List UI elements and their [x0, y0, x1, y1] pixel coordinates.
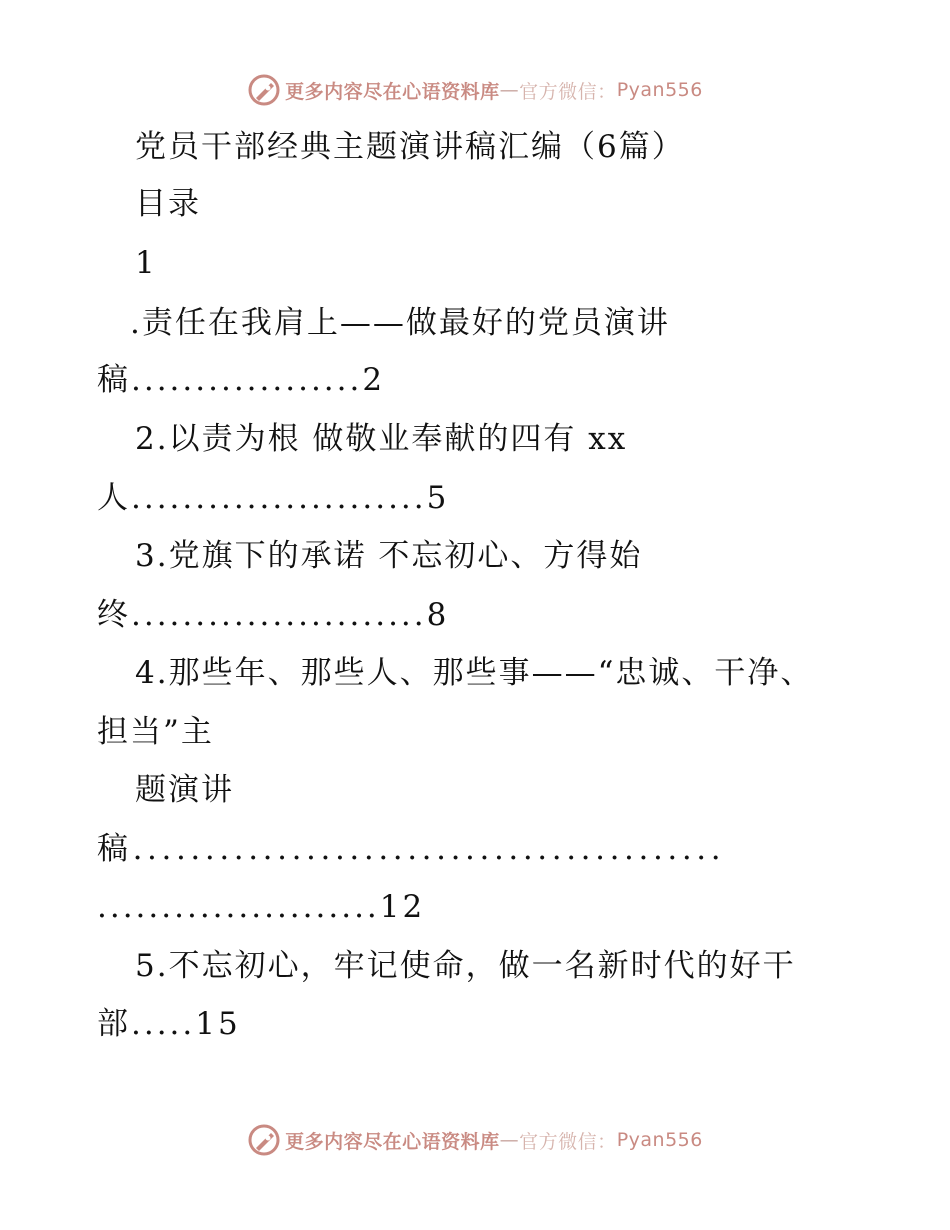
- toc-line: 题演讲: [135, 772, 234, 808]
- banner-main-text: 更多内容尽在心语资料库: [285, 1130, 500, 1153]
- footer-watermark-banner: [0, 1120, 950, 1160]
- pen-logo-icon: [247, 73, 281, 107]
- toc-line: 部.....15: [97, 1006, 241, 1042]
- toc-line: 人.......................5: [97, 480, 450, 516]
- toc-line: 2.以责为根 做敬业奉献的四有 xx: [135, 421, 628, 457]
- toc-line: 5.不忘初心，牢记使命，做一名新时代的好干: [135, 948, 796, 984]
- toc-heading: 目录: [135, 186, 201, 222]
- toc-line: 4.那些年、那些人、那些事——“忠诚、干净、: [135, 655, 814, 691]
- toc-line: 1: [135, 245, 157, 281]
- banner-main-text: 更多内容尽在心语资料库: [285, 80, 500, 103]
- toc-line: 3.党旗下的承诺 不忘初心、方得始: [135, 538, 643, 574]
- toc-line: 稿.........................................: [97, 831, 726, 867]
- banner-wechat-id: Pyan556: [616, 79, 703, 101]
- document-title: 党员干部经典主题演讲稿汇编（6篇）: [135, 129, 685, 165]
- toc-line: 终.......................8: [97, 597, 450, 633]
- banner-separator: —: [499, 79, 520, 101]
- toc-line: 担当”主: [97, 714, 214, 750]
- pen-logo-icon: [247, 1123, 281, 1157]
- toc-line: 稿..................2: [97, 362, 386, 398]
- banner-wechat-id: Pyan556: [616, 1129, 703, 1151]
- header-watermark-banner: [0, 70, 950, 110]
- banner-wechat-label: 官方微信：: [519, 1130, 617, 1153]
- banner-separator: —: [499, 1129, 520, 1151]
- banner-wechat-label: 官方微信：: [519, 80, 617, 103]
- toc-line: .责任在我肩上——做最好的党员演讲: [130, 305, 670, 341]
- toc-line: ......................12: [97, 889, 426, 925]
